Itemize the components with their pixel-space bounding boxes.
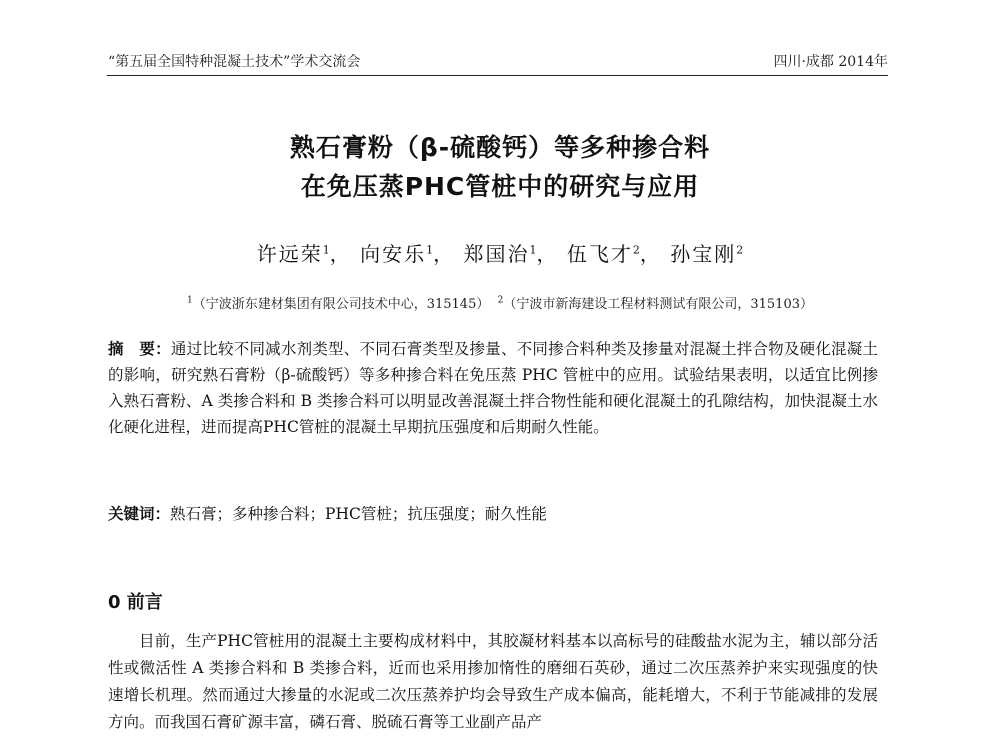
author-affiliation-mark: 1: [426, 243, 434, 257]
affiliation-mark-2: 2: [497, 295, 504, 306]
running-header-location-year: 四川·成都 2014年: [773, 54, 888, 70]
section-heading-introduction: 0 前言: [108, 592, 163, 613]
abstract-label: 摘 要：: [108, 340, 171, 358]
paper-title-line-1: 熟石膏粉（β-硫酸钙）等多种掺合料: [289, 133, 711, 162]
introduction-paragraph: 目前，生产PHC管桩用的混凝土主要构成材料中，其胶凝材料基本以高标号的硅酸盐水泥为主，辅以部分活性或微活性 A 类掺合料和 B 类掺合料，近而也采用掺加惰性的磨细石英砂，通过二次压蒸养护来实现强度的快速增长机理。然而通过大掺量的水泥或二次压蒸养护均会导致生产成本偏高，能耗增大，不利于节能减排的发展方向。而我国石膏矿源丰富，磷石膏、脱硫石膏等工业副产品产: [108, 632, 878, 731]
affiliation-mark-1: 1: [186, 295, 193, 306]
abstract-text: 通过比较不同减水剂类型、不同石膏类型及掺量、不同掺合料种类及掺量对混凝土拌合物及硬化混凝土的影响，研究熟石膏粉（β-硫酸钙）等多种掺合料在免压蒸 PHC 管桩中的应用。试验结果表明，以适宜比例掺入熟石膏粉、A 类掺合料和 B 类掺合料可以明显改善混凝土拌合物性能和硬化混凝土的孔隙结构，加快混凝土水化硬化进程，进而提高PHC管桩的混凝土早期抗压强度和后期耐久性能。: [108, 340, 878, 436]
author-list: [0, 238, 1000, 267]
author: 伍飞才: [566, 242, 633, 266]
author-affiliation-mark: 1: [529, 243, 537, 257]
keywords: [108, 502, 878, 524]
author-separator: ，: [329, 242, 352, 266]
keywords-text: 熟石膏；多种掺合料；PHC管桩；抗压强度；耐久性能: [170, 505, 547, 523]
keywords-label: 关键词：: [108, 505, 171, 523]
author: 郑国治: [463, 242, 530, 266]
author-affiliation-mark: 1: [322, 243, 330, 257]
author-separator: ，: [433, 242, 456, 266]
abstract: [108, 336, 878, 440]
paper-title-line-2: 在免压蒸PHC管桩中的研究与应用: [300, 172, 700, 201]
affiliation-1: （宁波浙东建材集团有限公司技术中心，315145）: [192, 297, 490, 312]
author: 许远荣: [256, 242, 323, 266]
author-separator: ，: [639, 242, 662, 266]
author: 孙宝刚: [670, 242, 737, 266]
author-affiliation-mark: 2: [736, 243, 744, 257]
affiliation-2: （宁波市新海建设工程材料测试有限公司，315103）: [503, 297, 813, 312]
running-header-conference: “第五届全国特种混凝土技术”学术交流会: [108, 54, 361, 70]
author: 向安乐: [360, 242, 427, 266]
author-separator: ，: [536, 242, 559, 266]
affiliations: [0, 293, 1000, 312]
author-affiliation-mark: 2: [632, 243, 640, 257]
header-divider: [107, 75, 888, 76]
